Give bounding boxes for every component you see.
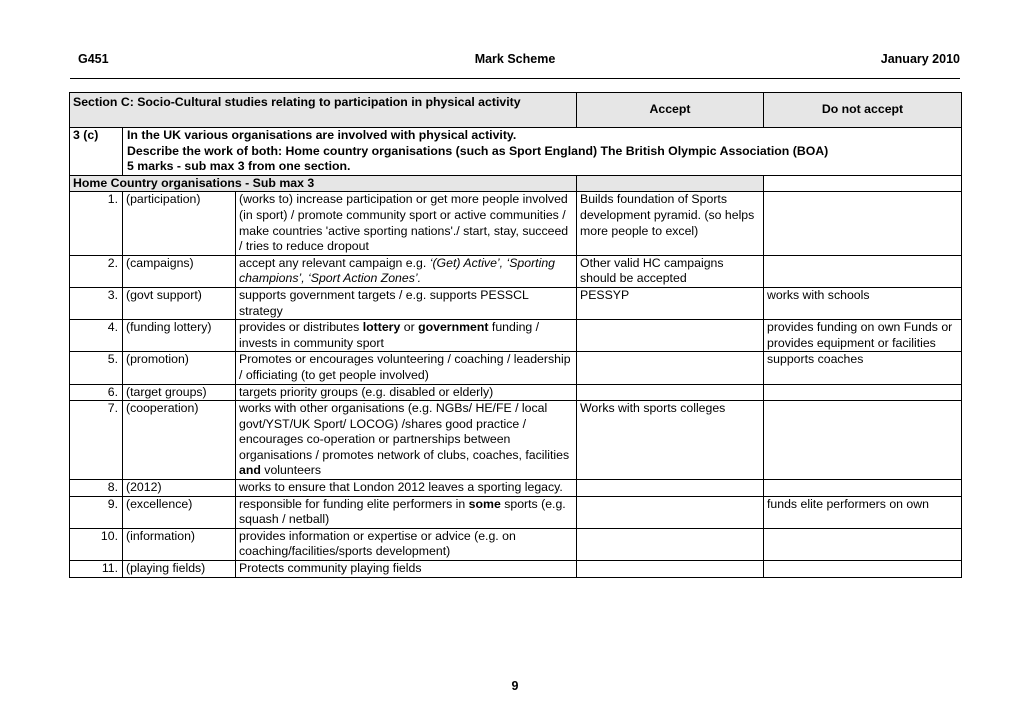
row-description: supports government targets / e.g. supports PESSCL strategy bbox=[236, 287, 577, 319]
section-header-row bbox=[70, 93, 962, 128]
row-number: 3. bbox=[70, 287, 123, 319]
description-text: provides or distributes bbox=[239, 320, 363, 335]
table-row bbox=[70, 320, 962, 352]
table-row bbox=[70, 192, 962, 255]
row-keyword: (target groups) bbox=[123, 384, 236, 401]
row-description bbox=[236, 496, 577, 528]
exam-date: January 2010 bbox=[880, 52, 960, 66]
exam-code: G451 bbox=[78, 52, 109, 66]
row-keyword: (2012) bbox=[123, 480, 236, 497]
table-row bbox=[70, 480, 962, 497]
row-description: Protects community playing fields bbox=[236, 561, 577, 578]
row-accept: Builds foundation of Sports development pyramid. (so helps more people to excel) bbox=[577, 192, 764, 255]
row-accept bbox=[577, 561, 764, 578]
row-accept bbox=[577, 320, 764, 352]
row-accept: PESSYP bbox=[577, 287, 764, 319]
row-accept bbox=[577, 384, 764, 401]
header-rule bbox=[70, 78, 960, 79]
row-description bbox=[236, 255, 577, 287]
row-number: 10. bbox=[70, 528, 123, 560]
description-text: sports (e.g. squash / netball) bbox=[239, 496, 566, 527]
question-number: 3 (c) bbox=[70, 128, 123, 176]
row-number: 9. bbox=[70, 496, 123, 528]
table-row bbox=[70, 287, 962, 319]
row-accept: Other valid HC campaigns should be accepted bbox=[577, 255, 764, 287]
row-description: Promotes or encourages volunteering / coaching / leadership / officiating (to get people involved) bbox=[236, 352, 577, 384]
table-row bbox=[70, 401, 962, 480]
row-number: 6. bbox=[70, 384, 123, 401]
row-do-not-accept bbox=[764, 528, 962, 560]
row-keyword: (participation) bbox=[123, 192, 236, 255]
subsection-row bbox=[70, 175, 962, 192]
description-text: works with other organisations (e.g. NGBs/ HE/FE / local govt/YST/UK Sport/ LOCOG) /shares good practice / encourages co-operation or partnerships between organisations / promotes network of clubs, coaches, facilities bbox=[239, 401, 570, 462]
question-line-2: Describe the work of both: Home country organisations (such as Sport England) The British Olympic Association (BOA) bbox=[127, 143, 829, 158]
row-description: provides information or expertise or advice (e.g. on coaching/facilities/sports development) bbox=[236, 528, 577, 560]
description-text: responsible for funding elite performers in bbox=[239, 496, 469, 511]
row-description: (works to) increase participation or get more people involved (in sport) / promote community sport or active communities / make countries 'active sporting nations'./ start, stay, succeed / tries to reduce dropout bbox=[236, 192, 577, 255]
row-keyword: (information) bbox=[123, 528, 236, 560]
row-do-not-accept bbox=[764, 401, 962, 480]
question-row bbox=[70, 128, 962, 176]
row-number: 1. bbox=[70, 192, 123, 255]
description-text: or bbox=[400, 320, 419, 335]
row-accept: Works with sports colleges bbox=[577, 401, 764, 480]
row-number: 7. bbox=[70, 401, 123, 480]
row-number: 2. bbox=[70, 255, 123, 287]
page-number: 9 bbox=[511, 679, 519, 693]
emphasis-some: some bbox=[468, 496, 501, 511]
row-do-not-accept: funds elite performers on own bbox=[764, 496, 962, 528]
row-accept bbox=[577, 496, 764, 528]
row-do-not-accept bbox=[764, 192, 962, 255]
question-line-1: In the UK various organisations are involved with physical activity. bbox=[127, 128, 517, 142]
campaign-names: ‘(Get) Active’, ‘Sporting champions’, ‘Sport Action Zones’. bbox=[239, 255, 556, 286]
row-number: 5. bbox=[70, 352, 123, 384]
row-accept bbox=[577, 480, 764, 497]
do-not-accept-column-header: Do not accept bbox=[764, 93, 962, 128]
row-do-not-accept bbox=[764, 384, 962, 401]
row-accept bbox=[577, 528, 764, 560]
table-row bbox=[70, 561, 962, 578]
row-do-not-accept bbox=[764, 480, 962, 497]
table-row bbox=[70, 352, 962, 384]
question-text bbox=[123, 128, 962, 176]
description-text: accept any relevant campaign e.g. bbox=[239, 255, 430, 270]
row-description: targets priority groups (e.g. disabled or elderly) bbox=[236, 384, 577, 401]
emphasis-government: government bbox=[418, 320, 489, 335]
description-text: funding / invests in community sport bbox=[239, 320, 540, 350]
table-row bbox=[70, 496, 962, 528]
row-keyword: (excellence) bbox=[123, 496, 236, 528]
table-row bbox=[70, 255, 962, 287]
row-accept bbox=[577, 352, 764, 384]
row-number: 11. bbox=[70, 561, 123, 578]
row-description: works to ensure that London 2012 leaves a sporting legacy. bbox=[236, 480, 577, 497]
subsection-title: Home Country organisations - Sub max 3 bbox=[70, 175, 577, 192]
row-keyword: (campaigns) bbox=[123, 255, 236, 287]
row-keyword: (govt support) bbox=[123, 287, 236, 319]
row-do-not-accept: works with schools bbox=[764, 287, 962, 319]
emphasis-lottery: lottery bbox=[362, 320, 401, 335]
row-keyword: (playing fields) bbox=[123, 561, 236, 578]
row-keyword: (cooperation) bbox=[123, 401, 236, 480]
row-number: 4. bbox=[70, 320, 123, 352]
row-do-not-accept bbox=[764, 561, 962, 578]
question-line-3: 5 marks - sub max 3 from one section. bbox=[127, 159, 351, 174]
row-keyword: (promotion) bbox=[123, 352, 236, 384]
row-keyword: (funding lottery) bbox=[123, 320, 236, 352]
document-title: Mark Scheme bbox=[474, 52, 556, 66]
table-row bbox=[70, 528, 962, 560]
subsection-reject-cell bbox=[764, 175, 962, 192]
description-text: volunteers bbox=[260, 463, 322, 478]
row-do-not-accept bbox=[764, 255, 962, 287]
row-description bbox=[236, 401, 577, 480]
row-number: 8. bbox=[70, 480, 123, 497]
row-do-not-accept: provides funding on own Funds or provides equipment or facilities bbox=[764, 320, 962, 352]
section-title: Section C: Socio-Cultural studies relating to participation in physical activity bbox=[70, 93, 577, 128]
emphasis-and: and bbox=[239, 463, 261, 478]
subsection-accept-cell bbox=[577, 175, 764, 192]
mark-scheme-table bbox=[69, 92, 962, 578]
table-row bbox=[70, 384, 962, 401]
accept-column-header: Accept bbox=[577, 93, 764, 128]
row-do-not-accept: supports coaches bbox=[764, 352, 962, 384]
row-description bbox=[236, 320, 577, 352]
